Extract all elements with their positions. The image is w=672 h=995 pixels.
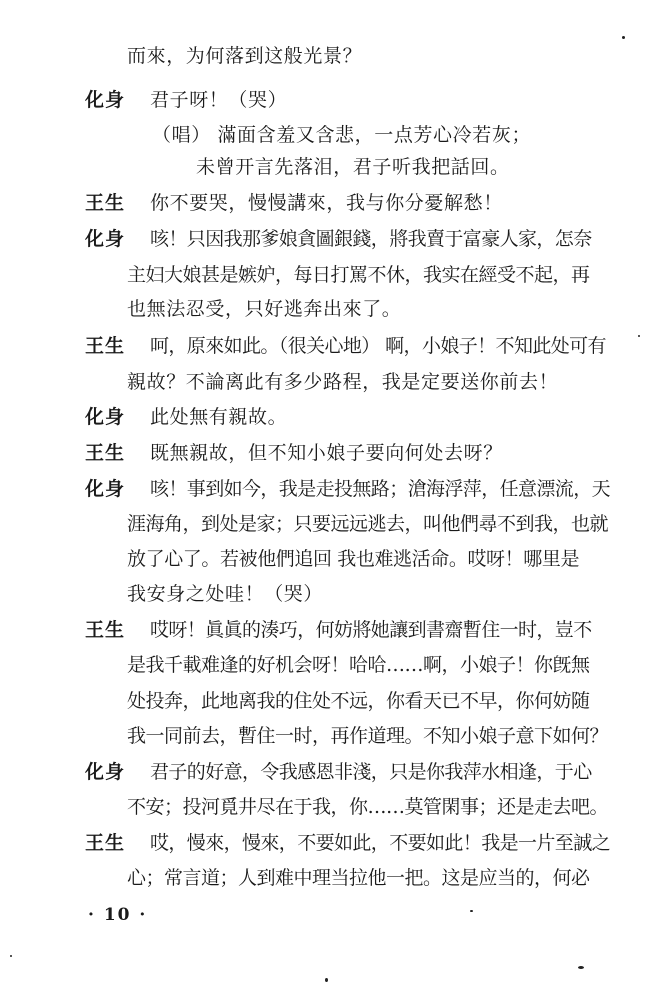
speaker-label: 王生 (85, 619, 126, 641)
text-line: 我安身之处哇！（哭） (127, 583, 324, 605)
text-line: 心；常言道；人到难中理当拉他一把。这是应当的，何必 (127, 867, 590, 889)
speaker-label: 化身 (85, 89, 126, 111)
speaker-label: 王生 (85, 335, 126, 357)
text-line: 涯海角，到处是家；只要远远逃去，叫他們尋不到我，也就 (127, 513, 609, 535)
text-line: 主妇大娘甚是嫉妒，每日打罵不休，我实在經受不起，再 (127, 264, 590, 286)
page-number: · 10 · (88, 905, 148, 925)
text-line: 不安；投河覓井尽在于我，你……莫管閑事；还是走去吧。 (127, 796, 609, 818)
text-line: 呵，原來如此。（很关心地） 啊，小娘子！不知此处可有 (150, 335, 606, 357)
speaker-label: 化身 (85, 406, 126, 428)
speaker-label: 王生 (85, 192, 126, 214)
speaker-label: 化身 (85, 478, 126, 500)
text-line: 处投奔，此地离我的住处不远，你看天已不早，你何妨随 (127, 690, 590, 712)
text-line: 既無親故，但不知小娘子要向何处去呀？ (150, 442, 503, 464)
text-line: 未曾开言先落泪，君子听我把話回。 (196, 156, 510, 178)
text-line: 此处無有親故。 (150, 406, 288, 428)
text-line: 我一同前去，暫住一时，再作道理。不知小娘子意下如何？ (127, 725, 609, 747)
scan-speck (470, 910, 473, 912)
text-line: 哎呀！眞眞的湊巧，何妨將她讓到書齋暫住一时，豈不 (150, 619, 592, 641)
text-line: 哎，慢來，慢來，不要如此，不要如此！我是一片至誠之 (150, 832, 611, 854)
text-line: 也無法忍受，只好逃奔出來了。 (127, 298, 402, 320)
speaker-label: 化身 (85, 761, 126, 783)
text-line: 君子的好意，令我感恩非淺，只是你我萍水相逢，于心 (150, 761, 592, 783)
text-line: 是我千載难逢的好机会呀！哈哈……啊，小娘子！你旣無 (127, 654, 590, 676)
scan-speck (638, 335, 640, 337)
speaker-label: 王生 (85, 442, 126, 464)
text-line: 親故？不論离此有多少路程，我是定要送你前去！ (127, 371, 559, 393)
text-line: 你不要哭，慢慢講來，我与你分憂解愁！ (150, 192, 503, 214)
text-line: 君子呀！（哭） (150, 89, 288, 111)
scan-speck (578, 966, 584, 969)
text-line: 放了心了。若被他們追回 我也难逃活命。哎呀！哪里是 (127, 548, 580, 570)
text-line: 咳！事到如今，我是走投無路；滄海浮萍，任意漂流，天 (150, 478, 611, 500)
scan-speck (10, 955, 12, 957)
scan-speck (325, 978, 328, 982)
text-line: 而來，为何落到这般光景？ (127, 45, 363, 67)
speaker-label: 王生 (85, 832, 126, 854)
scan-speck (622, 36, 625, 39)
text-line: （唱） 滿面含羞又含悲，一点芳心冷若灰； (152, 124, 532, 146)
speaker-label: 化身 (85, 228, 126, 250)
text-line: 咳！只因我那爹娘貪圖銀錢，將我賣于富豪人家，怎奈 (150, 228, 592, 250)
